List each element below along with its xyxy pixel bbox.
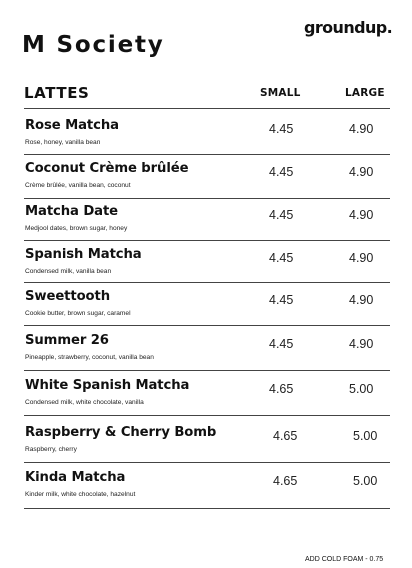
section-title: LATTES	[24, 84, 90, 102]
divider	[24, 198, 390, 199]
item-description: Raspberry, cherry	[25, 446, 77, 453]
price-small: 4.45	[269, 122, 294, 136]
item-description: Kinder milk, white chocolate, hazelnut	[25, 491, 136, 498]
divider	[24, 508, 390, 509]
item-description: Medjool dates, brown sugar, honey	[25, 225, 128, 232]
divider	[24, 415, 390, 416]
column-label-large: LARGE	[345, 87, 385, 99]
price-small: 4.45	[269, 165, 294, 179]
price-large: 5.00	[353, 474, 378, 488]
item-name: Kinda Matcha	[25, 470, 126, 485]
menu-item	[24, 118, 390, 162]
price-small: 4.45	[269, 293, 294, 307]
column-label-small: SMALL	[260, 87, 301, 99]
item-name: Rose Matcha	[25, 118, 119, 133]
divider	[24, 325, 390, 326]
price-small: 4.65	[269, 382, 294, 396]
item-name: White Spanish Matcha	[25, 378, 190, 393]
price-large: 4.90	[349, 293, 374, 307]
menu-title: M Society	[22, 32, 165, 58]
divider	[24, 108, 390, 109]
item-name: Sweettooth	[25, 289, 110, 304]
item-description: Rose, honey, vanilla bean	[25, 139, 101, 146]
divider	[24, 240, 390, 241]
item-description: Crème brûlée, vanilla bean, coconut	[25, 182, 131, 189]
menu-item	[24, 247, 390, 291]
divider	[24, 154, 390, 155]
item-description: Condensed milk, white chocolate, vanilla	[25, 399, 144, 406]
item-name: Matcha Date	[25, 204, 119, 219]
item-name: Coconut Crème brûlée	[25, 161, 189, 176]
price-large: 4.90	[349, 165, 374, 179]
divider	[24, 462, 390, 463]
footer-note: ADD COLD FOAM - 0.75	[305, 556, 384, 563]
menu-item	[24, 204, 390, 248]
item-description: Cookie butter, brown sugar, caramel	[25, 310, 131, 317]
price-large: 4.90	[349, 122, 374, 136]
price-small: 4.45	[269, 337, 294, 351]
brand-logo: groundup.	[304, 18, 393, 37]
menu-item	[24, 289, 390, 333]
divider	[24, 370, 390, 371]
price-large: 5.00	[349, 382, 374, 396]
item-name: Spanish Matcha	[25, 247, 142, 262]
price-large: 4.90	[349, 337, 374, 351]
section-header	[24, 84, 390, 104]
item-description: Condensed milk, vanilla bean	[25, 268, 112, 275]
item-name: Summer 26	[25, 333, 109, 348]
price-small: 4.65	[273, 429, 298, 443]
price-large: 4.90	[349, 251, 374, 265]
divider	[24, 282, 390, 283]
item-name: Raspberry & Cherry Bomb	[25, 425, 217, 440]
price-large: 4.90	[349, 208, 374, 222]
price-small: 4.65	[273, 474, 298, 488]
item-description: Pineapple, strawberry, coconut, vanilla bean	[25, 354, 154, 361]
price-small: 4.45	[269, 208, 294, 222]
price-small: 4.45	[269, 251, 294, 265]
price-large: 5.00	[353, 429, 378, 443]
